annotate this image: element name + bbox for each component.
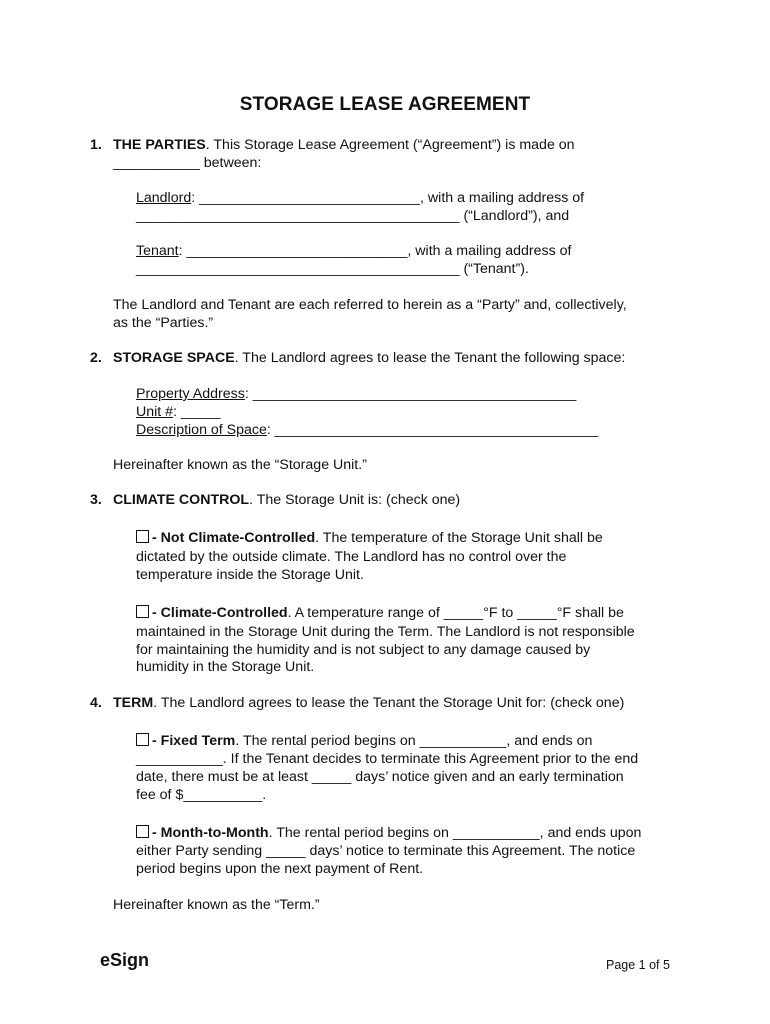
parties-definition-line-2: as the “Parties.” bbox=[113, 315, 214, 331]
term-intro: TERM. The Landlord agrees to lease the Tenant the Storage Unit for: (check one) bbox=[113, 695, 625, 711]
option-text-line: for maintaining the humidity and is not subject to any damage caused by bbox=[136, 642, 591, 658]
not-climate-controlled-option: - Not Climate-Controlled. The temperature of the Storage Unit shall be bbox=[136, 529, 603, 547]
page-number: Page 1 of 5 bbox=[606, 958, 670, 972]
landlord-line-2: _________________________________________ (“Landlord”), and bbox=[136, 208, 570, 224]
tenant-line-2: _________________________________________ (“Tenant”). bbox=[136, 261, 529, 277]
section-number: 3. bbox=[90, 492, 102, 508]
property-address-label: Property Address bbox=[136, 386, 245, 402]
checkbox-month-to-month[interactable] bbox=[136, 825, 149, 838]
section-heading: THE PARTIES bbox=[113, 137, 206, 153]
section-heading: STORAGE SPACE bbox=[113, 350, 235, 366]
parties-intro-line-1: THE PARTIES. This Storage Lease Agreement (“Agreement”) is made on bbox=[113, 137, 575, 153]
climate-control-intro: CLIMATE CONTROL. The Storage Unit is: (check one) bbox=[113, 492, 461, 508]
section-heading: CLIMATE CONTROL bbox=[113, 492, 250, 508]
option-text-line: fee of $__________. bbox=[136, 787, 267, 803]
tenant-label: Tenant bbox=[136, 243, 179, 259]
checkbox-not-climate-controlled[interactable] bbox=[136, 530, 149, 543]
description-label: Description of Space bbox=[136, 422, 267, 438]
landlord-line-1: Landlord: ____________________________, with a mailing address of bbox=[136, 190, 585, 206]
section-number: 2. bbox=[90, 350, 102, 366]
section-number: 4. bbox=[90, 695, 102, 711]
storage-unit-definition: Hereinafter known as the “Storage Unit.” bbox=[113, 457, 367, 473]
option-text-line: ___________. If the Tenant decides to terminate this Agreement prior to the end bbox=[136, 751, 639, 767]
property-address-line: Property Address: _________________________________________ bbox=[136, 386, 577, 402]
term-definition: Hereinafter known as the “Term.” bbox=[113, 897, 320, 913]
parties-definition-line-1: The Landlord and Tenant are each referred to herein as a “Party” and, collectively, bbox=[113, 297, 627, 313]
option-text-line: date, there must be at least _____ days’ notice given and an early termination bbox=[136, 769, 624, 785]
checkbox-fixed-term[interactable] bbox=[136, 733, 149, 746]
option-text-line: period begins upon the next payment of Rent. bbox=[136, 861, 424, 877]
tenant-line-1: Tenant: ____________________________, with a mailing address of bbox=[136, 243, 572, 259]
option-text-line: temperature inside the Storage Unit. bbox=[136, 567, 364, 583]
month-to-month-option: - Month-to-Month. The rental period begins on ___________, and ends upon bbox=[136, 824, 641, 842]
description-line: Description of Space: _________________________________________ bbox=[136, 422, 599, 438]
esign-logo: eSign bbox=[100, 950, 150, 970]
section-number: 1. bbox=[90, 137, 102, 153]
landlord-label: Landlord bbox=[136, 190, 192, 206]
option-text-line: maintained in the Storage Unit during the Term. The Landlord is not responsible bbox=[136, 624, 635, 640]
option-text-line: humidity in the Storage Unit. bbox=[136, 659, 315, 675]
checkbox-climate-controlled[interactable] bbox=[136, 605, 149, 618]
parties-intro-line-2: ___________ between: bbox=[113, 155, 262, 171]
unit-number-line: Unit #: _____ bbox=[136, 404, 221, 420]
unit-number-label: Unit # bbox=[136, 404, 174, 420]
section-heading: TERM bbox=[113, 695, 154, 711]
storage-space-intro: STORAGE SPACE. The Landlord agrees to lease the Tenant the following space: bbox=[113, 350, 626, 366]
climate-controlled-option: - Climate-Controlled. A temperature range of _____°F to _____°F shall be bbox=[136, 604, 624, 622]
option-text-line: dictated by the outside climate. The Landlord has no control over the bbox=[136, 549, 567, 565]
fixed-term-option: - Fixed Term. The rental period begins on ___________, and ends on bbox=[136, 732, 592, 750]
document-title: STORAGE LEASE AGREEMENT bbox=[239, 94, 531, 115]
option-text-line: either Party sending _____ days’ notice to terminate this Agreement. The notice bbox=[136, 843, 636, 859]
